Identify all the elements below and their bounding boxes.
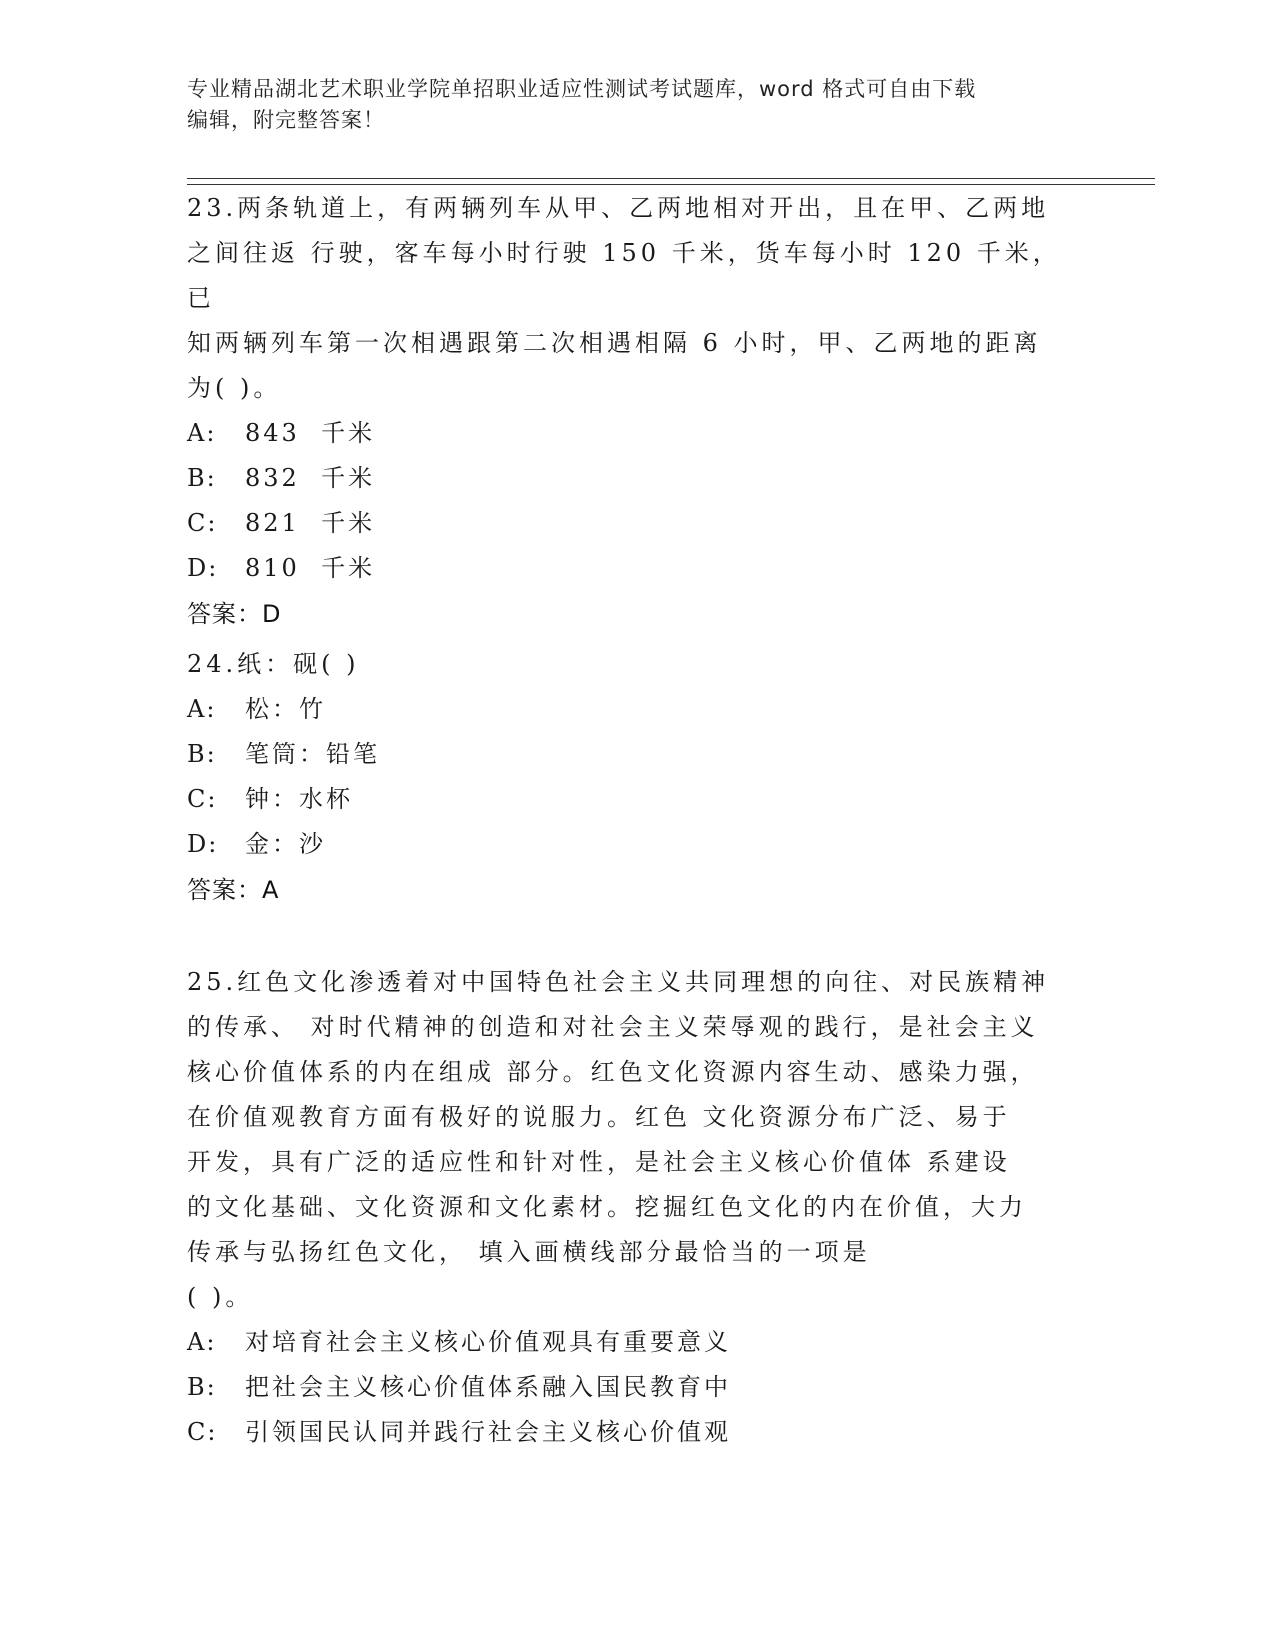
option-text: 821 千米 [245, 509, 376, 537]
question-stem-line: 25.红色文化渗透着对中国特色社会主义共同理想的向往、对民族精神 [187, 968, 1050, 996]
option-text: 引领国民认同并践行社会主义核心价值观 [245, 1418, 731, 1446]
option-c [187, 501, 1077, 546]
option-key: A: [187, 419, 217, 447]
header-line-2: 编辑，附完整答案！ [187, 108, 385, 132]
option-text: 钟：水杯 [245, 785, 353, 813]
option-text: 843 千米 [245, 419, 376, 447]
option-b [187, 732, 1077, 777]
question-24 [187, 642, 1077, 913]
document-header [187, 74, 1087, 136]
header-divider-top [187, 178, 1155, 179]
question-stem-line: 为( )。 [187, 374, 282, 402]
option-key: C: [187, 1418, 218, 1446]
question-stem-line: 23.两条轨道上，有两辆列车从甲、乙两地相对开出，且在甲、乙两地 [187, 194, 1050, 222]
option-text: 笔筒：铅笔 [245, 740, 380, 768]
option-c [187, 777, 1077, 822]
option-key: A: [187, 695, 217, 723]
option-a [187, 1320, 1077, 1365]
question-stem-line: 传承与弘扬红色文化， 填入画横线部分最恰当的一项是 [187, 1238, 871, 1266]
answer-line: 答案：A [187, 876, 280, 904]
option-text: 松：竹 [245, 695, 326, 723]
option-d [187, 546, 1077, 591]
question-23 [187, 186, 1077, 637]
header-divider-bottom [187, 184, 1155, 185]
option-key: B: [187, 464, 217, 492]
question-stem-line: ( )。 [187, 1283, 254, 1311]
option-key: C: [187, 509, 218, 537]
question-stem-line: 开发，具有广泛的适应性和针对性，是社会主义核心价值体 系建设 [187, 1148, 1011, 1176]
option-d [187, 822, 1077, 867]
option-text: 832 千米 [245, 464, 376, 492]
question-stem-line: 之间往返 行驶，客车每小时行驶 150 千米，货车每小时 120 千米，已 [187, 239, 1061, 312]
question-stem-line: 知两辆列车第一次相遇跟第二次相遇相隔 6 小时，甲、乙两地的距离 [187, 329, 1042, 357]
question-stem-line: 的文化基础、文化资源和文化素材。挖掘红色文化的内在价值，大力 [187, 1193, 1027, 1221]
question-stem-line: 在价值观教育方面有极好的说服力。红色 文化资源分布广泛、易于 [187, 1103, 1011, 1131]
question-stem-line: 核心价值体系的内在组成 部分。红色文化资源内容生动、感染力强， [187, 1058, 1039, 1086]
option-a [187, 687, 1077, 732]
option-text: 810 千米 [245, 554, 376, 582]
option-key: D: [187, 830, 219, 858]
header-line-1: 专业精品湖北艺术职业学院单招职业适应性测试考试题库，word 格式可自由下载 [187, 77, 977, 101]
option-text: 金：沙 [245, 830, 326, 858]
option-a [187, 411, 1077, 456]
option-text: 把社会主义核心价值体系融入国民教育中 [245, 1373, 731, 1401]
question-stem-line: 的传承、 对时代精神的创造和对社会主义荣辱观的践行，是社会主义 [187, 1013, 1039, 1041]
option-b [187, 456, 1077, 501]
option-key: D: [187, 554, 219, 582]
option-c [187, 1410, 1077, 1455]
question-stem-line: 24.纸：砚( ) [187, 650, 360, 678]
answer-line: 答案：D [187, 600, 282, 628]
option-b [187, 1365, 1077, 1410]
option-key: A: [187, 1328, 217, 1356]
option-text: 对培育社会主义核心价值观具有重要意义 [245, 1328, 731, 1356]
option-key: B: [187, 1373, 217, 1401]
question-25 [187, 960, 1077, 1455]
option-key: B: [187, 740, 217, 768]
option-key: C: [187, 785, 218, 813]
